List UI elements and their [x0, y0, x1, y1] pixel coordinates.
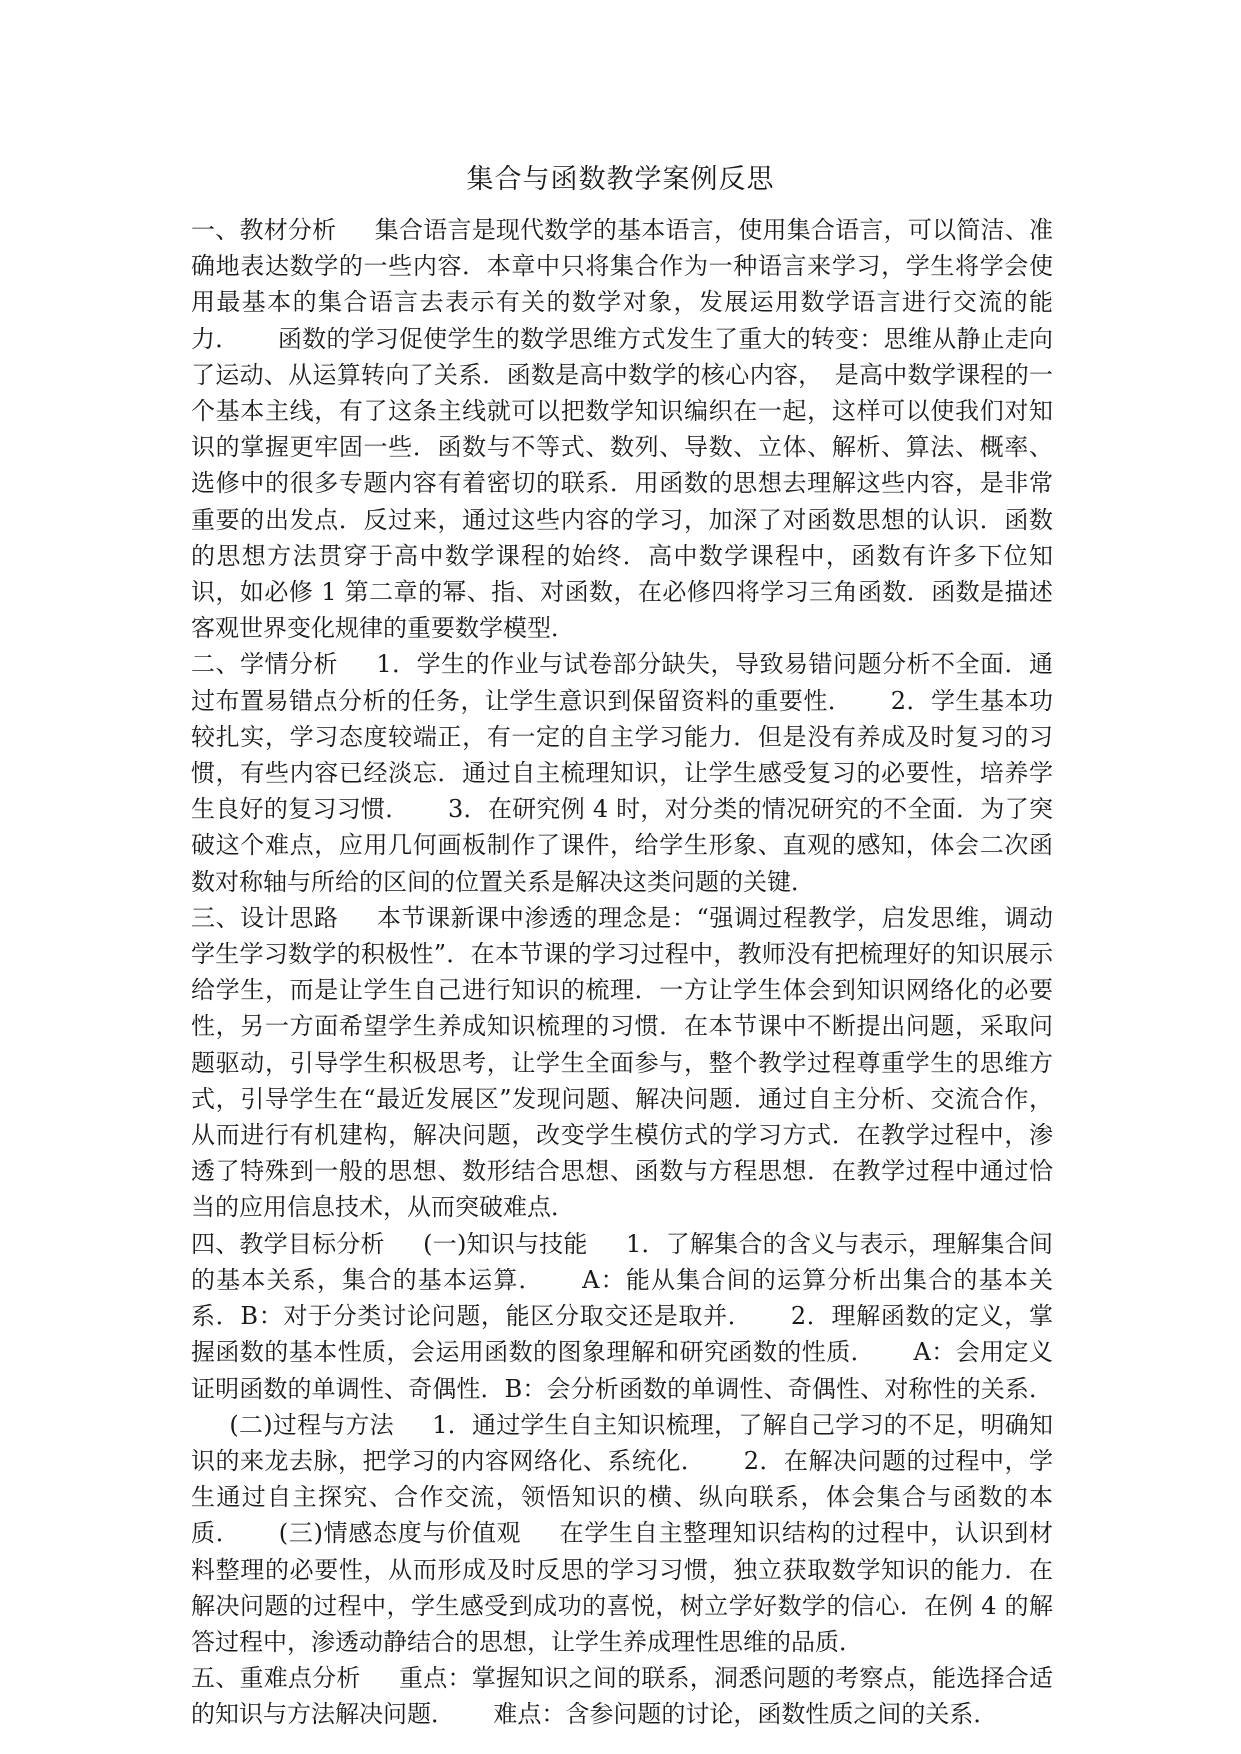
subsection-heading: (一)知识与技能: [423, 1229, 588, 1258]
document-body: [191, 212, 1053, 1733]
paragraph-text: 2．学生基本功较扎实，学习态度较端正，有一定的自主学习能力．但是没有养成及时复习的习惯，有些内容已经淡忘．通过自主梳理知识，让学生感受复习的必要性，培养学生良好的复习习惯．: [191, 686, 1053, 824]
paragraph-text: 1．学生的作业与试卷部分缺失，导致易错问题分析不全面．通过布置易错点分析的任务，让学生意识到保留资料的重要性．: [191, 650, 1053, 715]
section-textbook-analysis: [191, 212, 1053, 646]
paragraph-text: 在学生自主整理知识结构的过程中，认识到材料整理的必要性，从而形成及时反思的学习习惯，独立获取数学知识的能力．在解决问题的过程中，学生感受到成功的喜悦，树立学好数学的信心．在例 4 的解答过程中，渗透动静结合的思想，让学生养成理性思维的品质．: [191, 1519, 1054, 1656]
paragraph-text: 难点：含参问题的讨论，函数性质之间的关系．: [493, 1700, 998, 1729]
section-heading: 一、教材分析: [191, 216, 337, 244]
paragraph-text: 2．理解函数的定义，掌握函数的基本性质，会运用函数的图象理解和研究函数的性质．: [191, 1302, 1053, 1367]
paragraph-text: 函数的学习促使学生的数学思维方式发生了重大的转变：思维从静止走向了运动、从运算转向了关系．函数是高中数学的核心内容， 是高中数学课程的一个基本主线，有了这条主线就可以把数学知识编织在一起，这样可以使我们对知识的掌握更牢固一些．函数与不等式、数列、导数、立体、解析、算法、概率、选修中的很多专题内容有着密切的联系．用函数的思想去理解这些内容，是非常重要的出发点．反过来，通过这些内容的学习，加深了对函数思想的认识．函数的思想方法贯穿于高中数学课程的始终．高中数学课程中，函数有许多下位知识，如必修 1 第二章的幂、指、对函数，在必修四将学习三角函数．函数是描述客观世界变化规律的重要数学模型．: [191, 324, 1054, 643]
section-design-ideas: [191, 900, 1053, 1226]
paragraph-text: 集合语言是现代数学的基本语言，使用集合语言，可以简洁、准确地表达数学的一些内容．本章中只将集合作为一种语言来学习，学生将学会使用最基本的集合语言去表示有关的数学对象，发展运用数学语言进行交流的能力．: [191, 216, 1054, 353]
paragraph-text: 1．了解集合的含义与表示，理解集合间的基本关系，集合的基本运算．: [191, 1229, 1053, 1294]
paragraph-text: 本节课新课中渗透的理念是：“强调过程教学，启发思维，调动学生学习数学的积极性”．在本节课的学习过程中，教师没有把梳理好的知识展示给学生，而是让学生自己进行知识的梳理．一方让学生体会到知识网络化的必要性，另一方面希望学生养成知识梳理的习惯．在本节课中不断提出问题，采取问题驱动，引导学生积极思考，让学生全面参与，整个教学过程尊重学生的思维方式，引导学生在“最近发展区”发现问题、解决问题．通过自主分析、交流合作，从而进行有机建构，解决问题，改变学生模仿式的学习方式．在教学过程中，渗透了特殊到一般的思想、数形结合思想、函数与方程思想．在教学过程中通过恰当的应用信息技术，从而突破难点．: [191, 903, 1053, 1222]
section-teaching-objectives: [191, 1226, 1053, 1660]
paragraph-text: 1．通过学生自主知识梳理，了解自己学习的不足，明确知识的来龙去脉，把学习的内容网络化、系统化．: [191, 1410, 1053, 1475]
section-key-difficulties: [191, 1660, 1053, 1732]
subsection-heading: (二)过程与方法: [229, 1410, 394, 1439]
paragraph-text: 2．在解决问题的过程中，学生通过自主探究、合作交流，领悟知识的横、纵向联系，体会集合与函数的本质．: [191, 1446, 1053, 1548]
section-heading: 二、学情分析: [191, 650, 338, 679]
paragraph-text: 重点：掌握知识之间的联系，洞悉问题的考察点，能选择合适的知识与方法解决问题．: [191, 1664, 1054, 1729]
paragraph-text: 3．在研究例 4 时，对分类的情况研究的不全面．为了突破这个难点，应用几何画板制作了课件，给学生形象、直观的感知，体会二次函数对称轴与所给的区间的位置关系是解决这类问题的关键．: [191, 795, 1054, 896]
paragraph-text: A：能从集合间的运算分析出集合的基本关系．B：对于分类讨论问题，能区分取交还是取并．: [191, 1265, 1053, 1331]
paragraph-text: A：会用定义证明函数的单调性、奇偶性．B：会分析函数的单调性、奇偶性、对称性的关系．: [191, 1338, 1053, 1403]
section-heading: 四、教学目标分析: [191, 1229, 385, 1258]
section-heading: 五、重难点分析: [191, 1664, 361, 1693]
section-heading: 三、设计思路: [191, 903, 339, 932]
section-student-analysis: [191, 646, 1053, 899]
document-title: 集合与函数教学案例反思: [466, 164, 775, 195]
subsection-heading: (三)情感态度与价值观: [278, 1519, 522, 1548]
